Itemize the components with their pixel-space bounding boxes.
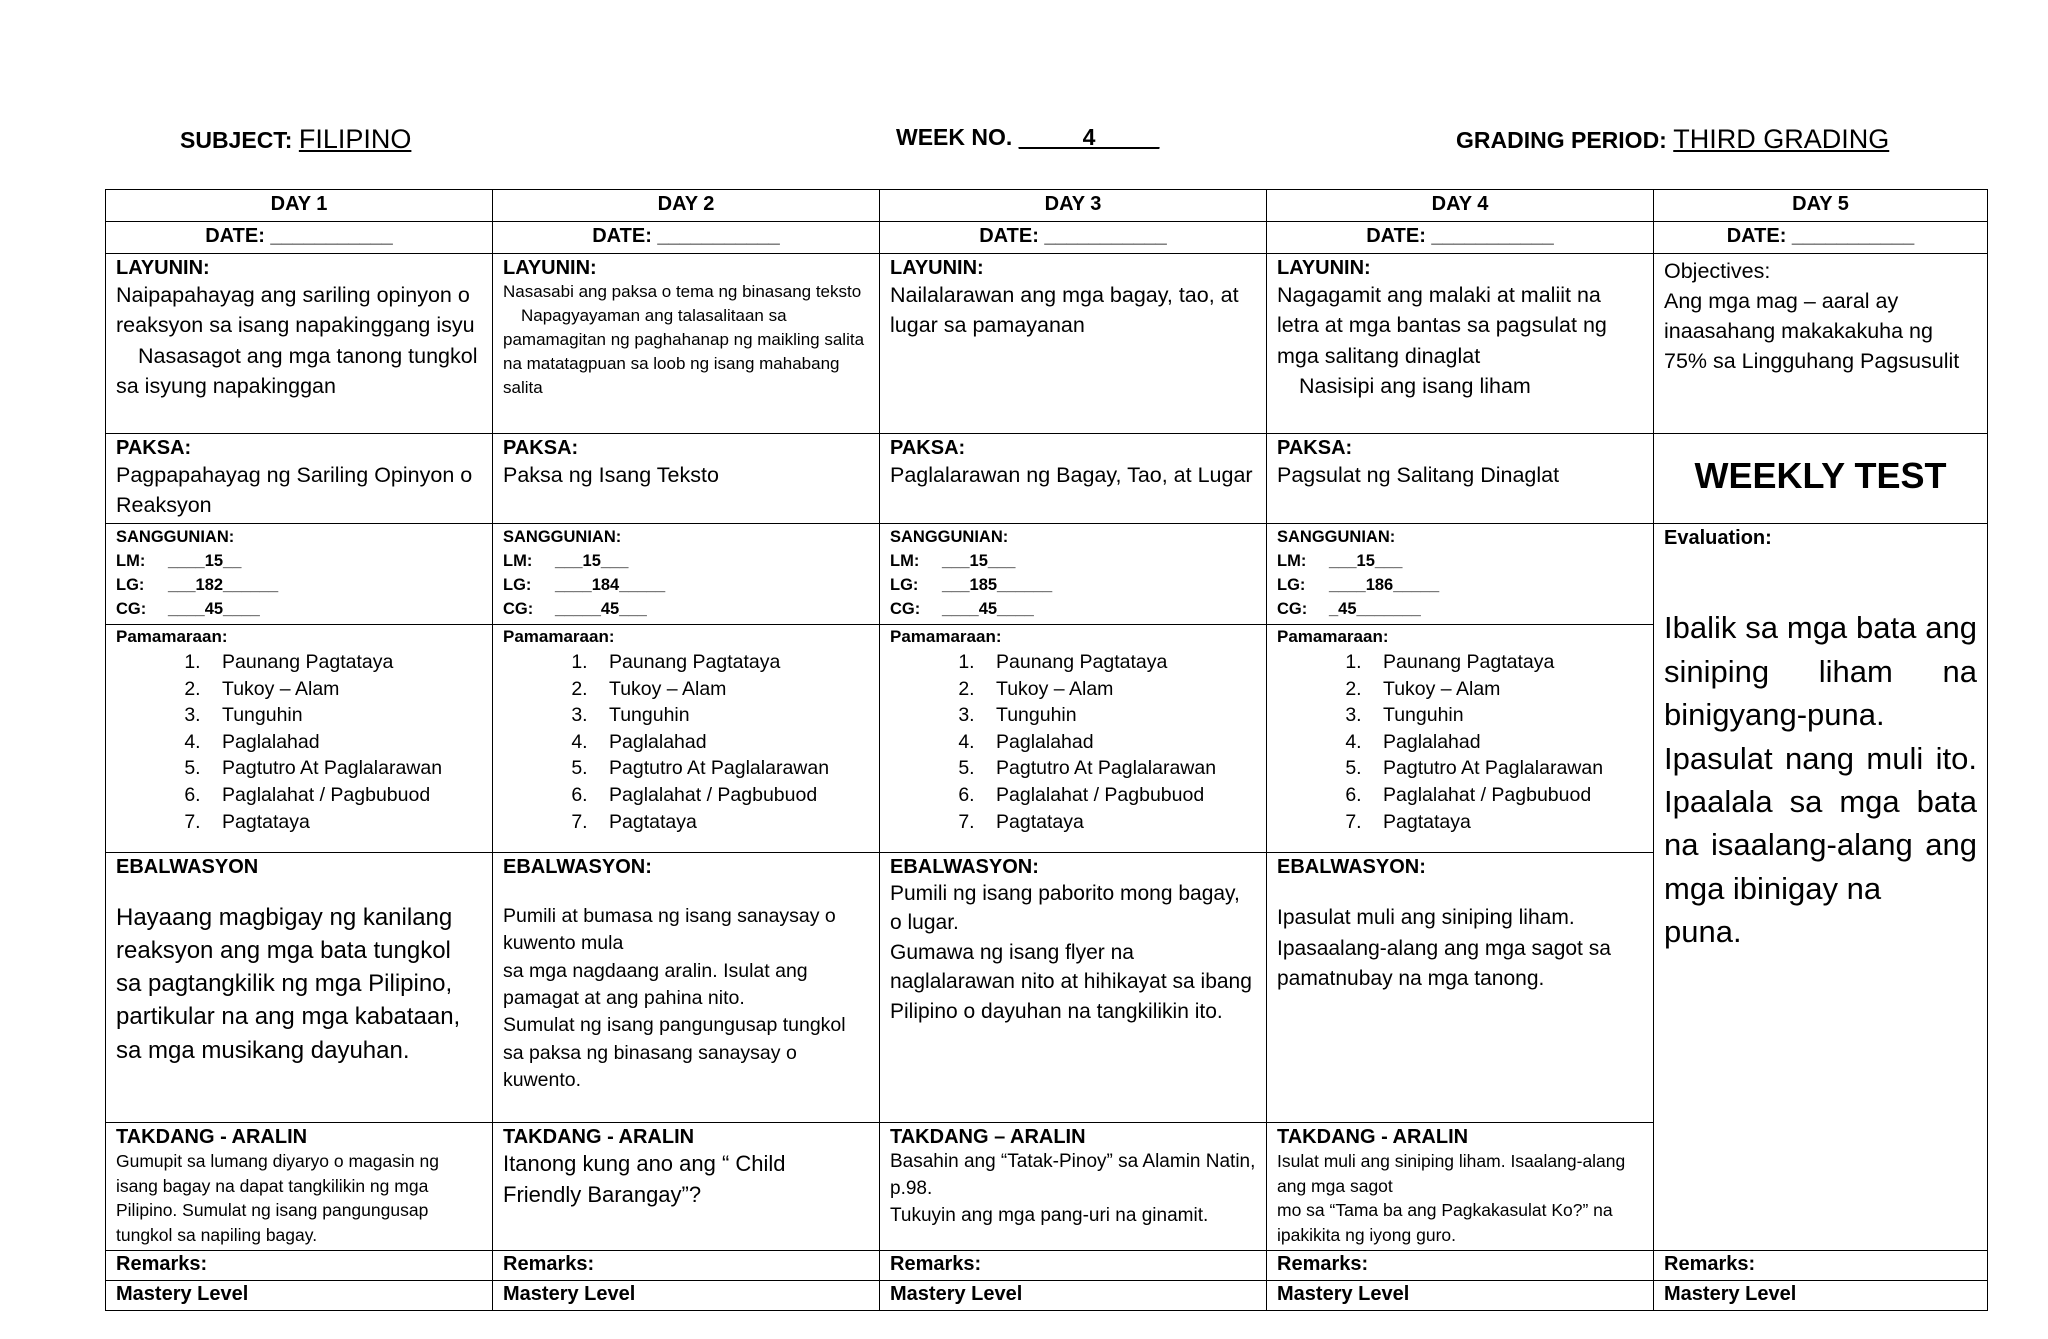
takdang-label: TAKDANG - ARALIN xyxy=(1277,1125,1469,1148)
lm-value: ___15___ xyxy=(1329,551,1403,570)
subject-value: FILIPINO xyxy=(298,124,412,154)
evaluation-label: Evaluation: xyxy=(1664,527,1772,549)
week-value: _____4_____ xyxy=(1018,124,1160,150)
day-header-row xyxy=(106,190,1988,222)
lm-label: LM: xyxy=(1277,551,1307,570)
procedure-step: 1. Paunang Pagtataya xyxy=(1367,649,1643,676)
procedure-step: 5. Pagtutro At Paglalarawan xyxy=(980,755,1256,782)
procedure-list xyxy=(503,649,869,835)
procedure-step: 2. Tukoy – Alam xyxy=(593,676,869,703)
paksa-text: Pagsulat ng Salitang Dinaglat xyxy=(1277,463,1560,488)
ebalwasyon-line: Pumili at bumasa ng isang sanaysay o kuwento mula xyxy=(503,905,836,955)
takdang-line: Isulat muli ang siniping liham. Isaalang-alang ang mga sagot xyxy=(1277,1151,1626,1196)
date-row xyxy=(106,222,1988,254)
procedure-step: 2. Tukoy – Alam xyxy=(206,676,482,703)
grading-period-field xyxy=(1456,124,1889,155)
procedure-step: 6. Paglalahat / Pagbubuod xyxy=(206,782,482,809)
procedure-step: 4. Paglalahad xyxy=(206,729,482,756)
lg-label: LG: xyxy=(890,575,919,594)
evaluation-text xyxy=(1664,606,1977,953)
procedure-step: 6. Paglalahat / Pagbubuod xyxy=(1367,782,1643,809)
grading-period-value: THIRD GRADING xyxy=(1673,124,1890,154)
day-3-layunin xyxy=(880,254,1267,434)
pamamaraan-label: Pamamaraan: xyxy=(503,626,615,646)
document-header xyxy=(0,124,2048,164)
day-3-mastery: Mastery Level xyxy=(880,1280,1267,1310)
layunin-label: LAYUNIN: xyxy=(116,257,210,279)
layunin-text: Napagyayaman ang talasalitaan sa pamamagitan ng paghahanap ng maikling salita na matatagpuan sa loob ng isang mahabang salita xyxy=(503,306,865,397)
ebalwasyon-line: Sumulat ng isang pangungusap tungkol sa paksa ng binasang sanaysay o kuwento. xyxy=(503,1014,846,1091)
layunin-label: LAYUNIN: xyxy=(890,257,984,279)
lm-value: ___15___ xyxy=(555,551,629,570)
paksa-label: PAKSA: xyxy=(890,437,966,459)
ebalwasyon-text: Hayaang magbigay ng kanilang reaksyon ang mga bata tungkol sa pagtangkilik ng mga Pilipino, partikular na ang mga kabataan, sa mga musikang dayuhan. xyxy=(116,904,461,1064)
day-4-remarks: Remarks: xyxy=(1267,1250,1654,1280)
takdang-label: TAKDANG – ARALIN xyxy=(890,1125,1086,1148)
paksa-label: PAKSA: xyxy=(1277,437,1353,459)
day-1-mastery: Mastery Level xyxy=(106,1280,493,1310)
lm-value: ____15__ xyxy=(168,551,242,570)
day-2-date: DATE: ___________ xyxy=(493,222,880,254)
sanggunian-row xyxy=(106,524,1988,625)
takdang-line: Basahin ang “Tatak-Pinoy” sa Alamin Natin, p.98. xyxy=(890,1151,1256,1200)
day-5-evaluation xyxy=(1654,524,1988,1251)
day-1-ebalwasyon xyxy=(106,852,493,1122)
lg-value: ___182______ xyxy=(168,575,279,594)
procedure-step: 7. Pagtataya xyxy=(1367,809,1643,836)
takdang-text xyxy=(890,1149,1256,1230)
cg-label: CG: xyxy=(503,599,534,618)
lesson-plan-table xyxy=(105,189,1988,1311)
takdang-label: TAKDANG - ARALIN xyxy=(116,1125,308,1148)
ebalwasyon-line: sa mga nagdaang aralin. Isulat ang pamagat at ang pahina nito. xyxy=(503,959,808,1009)
procedure-step: 4. Paglalahad xyxy=(980,729,1256,756)
subject-field xyxy=(180,124,411,155)
procedure-step: 4. Paglalahad xyxy=(593,729,869,756)
day-3-ebalwasyon xyxy=(880,852,1267,1122)
day-3-takdang xyxy=(880,1122,1267,1250)
procedure-step: 7. Pagtataya xyxy=(593,809,869,836)
day-2-paksa xyxy=(493,434,880,524)
lg-value: ____184_____ xyxy=(555,575,666,594)
ebalwasyon-line: Pumili ng isang paborito mong bagay, o lugar. xyxy=(890,882,1240,935)
paksa-text: Paksa ng Isang Teksto xyxy=(503,463,719,488)
ebalwasyon-label: EBALWASYON: xyxy=(1277,855,1426,878)
day-3-paksa xyxy=(880,434,1267,524)
day-2-header: DAY 2 xyxy=(493,190,880,222)
ebalwasyon-text xyxy=(890,879,1256,1026)
subject-label: SUBJECT: xyxy=(180,127,293,153)
day-4-layunin xyxy=(1267,254,1654,434)
procedure-step: 6. Paglalahat / Pagbubuod xyxy=(980,782,1256,809)
ebalwasyon-text xyxy=(1277,903,1643,994)
paksa-label: PAKSA: xyxy=(503,437,579,459)
pamamaraan-label: Pamamaraan: xyxy=(1277,626,1389,646)
day-1-sanggunian xyxy=(106,524,493,625)
day-2-pamamaraan xyxy=(493,624,880,852)
remarks-row xyxy=(106,1250,1988,1280)
layunin-label: LAYUNIN: xyxy=(503,257,597,279)
paksa-text: Pagpapahayag ng Sariling Opinyon o Reaksyon xyxy=(116,463,473,518)
evaluation-last-word: puna. xyxy=(1664,914,1742,950)
lg-label: LG: xyxy=(116,575,145,594)
cg-value: _45_______ xyxy=(1329,599,1421,618)
layunin-text: Nagagamit ang malaki at maliit na letra at mga bantas sa pagsulat ng mga salitang dinaglat xyxy=(1277,283,1607,368)
day-2-remarks: Remarks: xyxy=(493,1250,880,1280)
ebalwasyon-label: EBALWASYON xyxy=(116,855,259,878)
cg-value: ____45____ xyxy=(942,599,1034,618)
sanggunian-label: SANGGUNIAN: xyxy=(116,528,235,546)
procedure-step: 3. Tunguhin xyxy=(593,702,869,729)
layunin-text: Nasasagot ang mga tanong tungkol sa isyung napakinggan xyxy=(116,343,478,398)
cg-label: CG: xyxy=(116,599,147,618)
day-2-mastery: Mastery Level xyxy=(493,1280,880,1310)
day-2-sanggunian xyxy=(493,524,880,625)
day-4-date: DATE: ___________ xyxy=(1267,222,1654,254)
layunin-text: Nasasabi ang paksa o tema ng binasang teksto xyxy=(503,282,862,302)
procedure-step: 2. Tukoy – Alam xyxy=(980,676,1256,703)
evaluation-body: Ibalik sa mga bata ang siniping liham na binigyang-puna. Ipasulat nang muli ito. Ipaalala sa mga bata na isaalang-alang ang mga ibinigay na xyxy=(1664,610,1977,906)
layunin-label: LAYUNIN: xyxy=(1277,257,1371,279)
objectives-text: Ang mga mag – aaral ay inaasahang makakakuha ng 75% sa Lingguhang Pagsusulit xyxy=(1664,289,1960,374)
ebalwasyon-line: Gumawa ng isang flyer na naglalarawan nito at hihikayat sa ibang Pilipino o dayuhan na tangkilikin ito. xyxy=(890,940,1252,1023)
day-5-mastery: Mastery Level xyxy=(1654,1280,1988,1310)
layunin-row xyxy=(106,254,1988,434)
day-1-layunin xyxy=(106,254,493,434)
procedure-step: 7. Pagtataya xyxy=(206,809,482,836)
day-4-paksa xyxy=(1267,434,1654,524)
day-3-date: DATE: ___________ xyxy=(880,222,1267,254)
procedure-step: 7. Pagtataya xyxy=(980,809,1256,836)
takdang-line: Tukuyin ang mga pang-uri na ginamit. xyxy=(890,1205,1209,1227)
day-1-paksa xyxy=(106,434,493,524)
lg-value: ____186_____ xyxy=(1329,575,1440,594)
layunin-text: Nasisipi ang isang liham xyxy=(1299,373,1531,398)
objectives-label: Objectives: xyxy=(1664,259,1771,283)
procedure-step: 1. Paunang Pagtataya xyxy=(593,649,869,676)
procedure-step: 3. Tunguhin xyxy=(206,702,482,729)
pamamaraan-label: Pamamaraan: xyxy=(116,626,228,646)
procedure-step: 6. Paglalahat / Pagbubuod xyxy=(593,782,869,809)
lm-label: LM: xyxy=(890,551,920,570)
day-5-remarks: Remarks: xyxy=(1654,1250,1988,1280)
procedure-list xyxy=(890,649,1256,835)
day-3-pamamaraan xyxy=(880,624,1267,852)
lg-label: LG: xyxy=(503,575,532,594)
procedure-step: 4. Paglalahad xyxy=(1367,729,1643,756)
procedure-step: 1. Paunang Pagtataya xyxy=(206,649,482,676)
procedure-step: 1. Paunang Pagtataya xyxy=(980,649,1256,676)
takdang-text: Itanong kung ano ang “ Child Friendly Barangay”? xyxy=(503,1151,786,1207)
day-1-header: DAY 1 xyxy=(106,190,493,222)
sanggunian-label: SANGGUNIAN: xyxy=(1277,528,1396,546)
day-4-sanggunian xyxy=(1267,524,1654,625)
day-5-header: DAY 5 xyxy=(1654,190,1988,222)
procedure-step: 3. Tunguhin xyxy=(1367,702,1643,729)
week-label: WEEK NO. xyxy=(896,124,1013,150)
lm-label: LM: xyxy=(116,551,146,570)
paksa-row xyxy=(106,434,1988,524)
procedure-step: 5. Pagtutro At Paglalarawan xyxy=(1367,755,1643,782)
procedure-step: 5. Pagtutro At Paglalarawan xyxy=(206,755,482,782)
day-2-takdang xyxy=(493,1122,880,1250)
day-3-sanggunian xyxy=(880,524,1267,625)
ebalwasyon-line: Ipasaalang-alang ang mga sagot sa pamatnubay na mga tanong. xyxy=(1277,936,1611,990)
week-field xyxy=(896,124,1159,151)
day-1-takdang xyxy=(106,1122,493,1250)
sanggunian-label: SANGGUNIAN: xyxy=(503,528,622,546)
procedure-list xyxy=(116,649,482,835)
lg-label: LG: xyxy=(1277,575,1306,594)
lm-label: LM: xyxy=(503,551,533,570)
lg-value: ___185______ xyxy=(942,575,1053,594)
day-5-date: DATE: ___________ xyxy=(1654,222,1988,254)
day-2-ebalwasyon xyxy=(493,852,880,1122)
lm-value: ___15___ xyxy=(942,551,1016,570)
procedure-list xyxy=(1277,649,1643,835)
day-4-header: DAY 4 xyxy=(1267,190,1654,222)
ebalwasyon-line: Ipasulat muli ang siniping liham. xyxy=(1277,906,1575,930)
ebalwasyon-label: EBALWASYON: xyxy=(890,855,1039,878)
day-4-takdang xyxy=(1267,1122,1654,1250)
day-2-layunin xyxy=(493,254,880,434)
procedure-step: 3. Tunguhin xyxy=(980,702,1256,729)
takdang-label: TAKDANG - ARALIN xyxy=(503,1125,695,1148)
day-3-header: DAY 3 xyxy=(880,190,1267,222)
ebalwasyon-text xyxy=(503,903,869,1094)
cg-label: CG: xyxy=(890,599,921,618)
paksa-text: Paglalarawan ng Bagay, Tao, at Lugar xyxy=(890,463,1253,488)
cg-value: _____45___ xyxy=(555,599,647,618)
mastery-row xyxy=(106,1280,1988,1310)
grading-period-label: GRADING PERIOD: xyxy=(1456,127,1667,153)
procedure-step: 5. Pagtutro At Paglalarawan xyxy=(593,755,869,782)
paksa-label: PAKSA: xyxy=(116,437,192,459)
day-1-remarks: Remarks: xyxy=(106,1250,493,1280)
day-4-pamamaraan xyxy=(1267,624,1654,852)
pamamaraan-label: Pamamaraan: xyxy=(890,626,1002,646)
weekly-test-title: WEEKLY TEST xyxy=(1694,455,1947,496)
day-4-ebalwasyon xyxy=(1267,852,1654,1122)
cg-label: CG: xyxy=(1277,599,1308,618)
day-1-date: DATE: ___________ xyxy=(106,222,493,254)
day-5-paksa xyxy=(1654,434,1988,524)
day-1-pamamaraan xyxy=(106,624,493,852)
layunin-text: Naipapahayag ang sariling opinyon o reaksyon sa isang napakinggang isyu xyxy=(116,283,475,338)
day-3-remarks: Remarks: xyxy=(880,1250,1267,1280)
takdang-line: mo sa “Tama ba ang Pagkakasulat Ko?” na ipakikita ng iyong guro. xyxy=(1277,1200,1613,1245)
cg-value: ____45____ xyxy=(168,599,260,618)
day-5-objectives xyxy=(1654,254,1988,434)
sanggunian-label: SANGGUNIAN: xyxy=(890,528,1009,546)
takdang-text: Gumupit sa lumang diyaryo o magasin ng isang bagay na dapat tangkilikin ng mga Pilipino. Sumulat ng isang pangungusap tungkol sa napiling bagay. xyxy=(116,1151,439,1245)
procedure-step: 2. Tukoy – Alam xyxy=(1367,676,1643,703)
takdang-text xyxy=(1277,1149,1643,1247)
ebalwasyon-label: EBALWASYON: xyxy=(503,855,652,878)
day-4-mastery: Mastery Level xyxy=(1267,1280,1654,1310)
layunin-text: Nailalarawan ang mga bagay, tao, at lugar sa pamayanan xyxy=(890,283,1239,338)
